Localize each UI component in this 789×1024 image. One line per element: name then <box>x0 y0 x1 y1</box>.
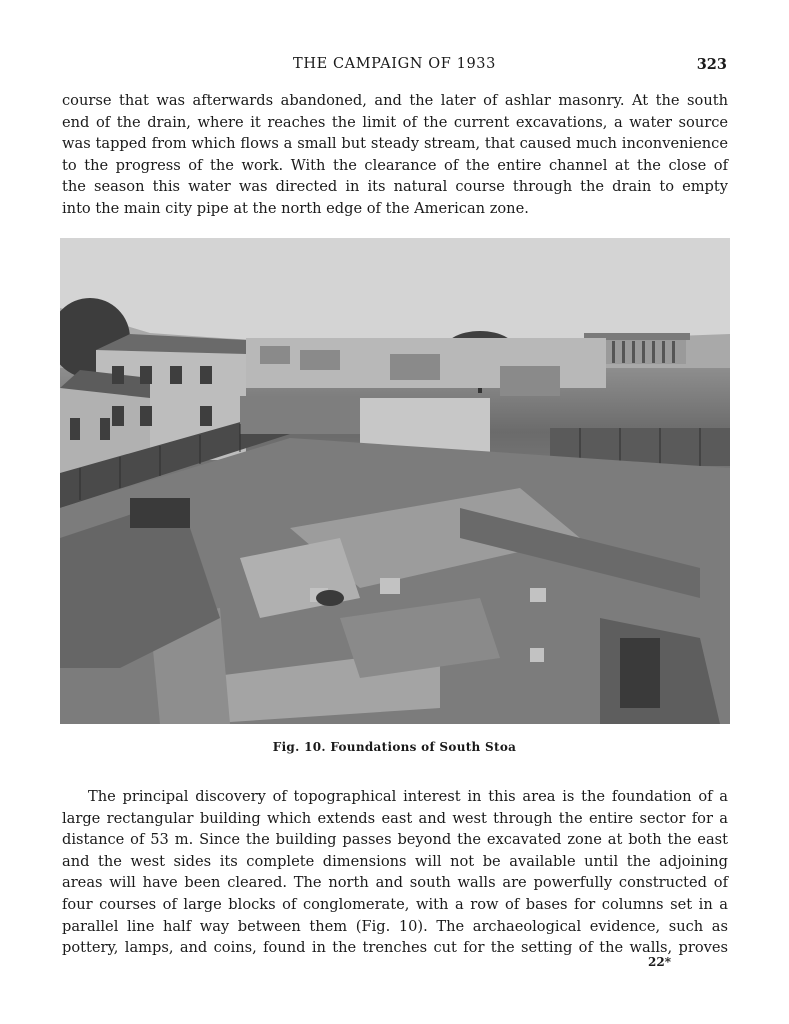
paragraph-line: parallel line half way between them (Fig. 10). The archaeological evidence, such as <box>62 917 728 935</box>
signature-mark: 22* <box>648 955 671 969</box>
running-head <box>0 56 789 78</box>
paragraph-1 <box>62 90 728 220</box>
paragraph-line: end of the drain, where it reaches the limit of the current excavations, a water source <box>62 113 728 131</box>
paragraph-2 <box>62 786 728 959</box>
paragraph-line: distance of 53 m. Since the building passes beyond the excavated zone at both the east <box>62 831 728 849</box>
paragraph-line: pottery, lamps, and coins, found in the trenches cut for the setting of the walls, proves <box>62 939 728 957</box>
running-title: THE CAMPAIGN OF 1933 <box>293 56 496 72</box>
paragraph-line: was tapped from which flows a small but steady stream, that caused much inconvenience <box>62 135 728 153</box>
paragraph-line: to the progress of the work. With the clearance of the entire channel at the close of <box>62 156 728 174</box>
figure-caption: Fig. 10. Foundations of South Stoa <box>272 740 517 754</box>
paragraph-line: course that was afterwards abandoned, and the later of ashlar masonry. At the south <box>62 92 728 109</box>
photo-illustration <box>60 238 730 724</box>
paragraph-line: The principal discovery of topographical interest in this area is the foundation of a <box>88 788 728 805</box>
paragraph-line: into the main city pipe at the north edge of the American zone. <box>62 199 529 217</box>
paragraph-line: four courses of large blocks of conglomerate, with a row of bases for columns set in a <box>62 895 728 913</box>
page-number: 323 <box>696 56 727 73</box>
paragraph-line: large rectangular building which extends east and west through the entire sector for a <box>62 809 728 827</box>
paragraph-line: and the west sides its complete dimensions will not be available until the adjoining <box>62 852 728 870</box>
paragraph-line: areas will have been cleared. The north and south walls are powerfully constructed of <box>62 874 728 892</box>
paragraph-line: the season this water was directed in its natural course through the drain to empty <box>62 178 728 196</box>
excavation-photograph <box>60 238 730 724</box>
